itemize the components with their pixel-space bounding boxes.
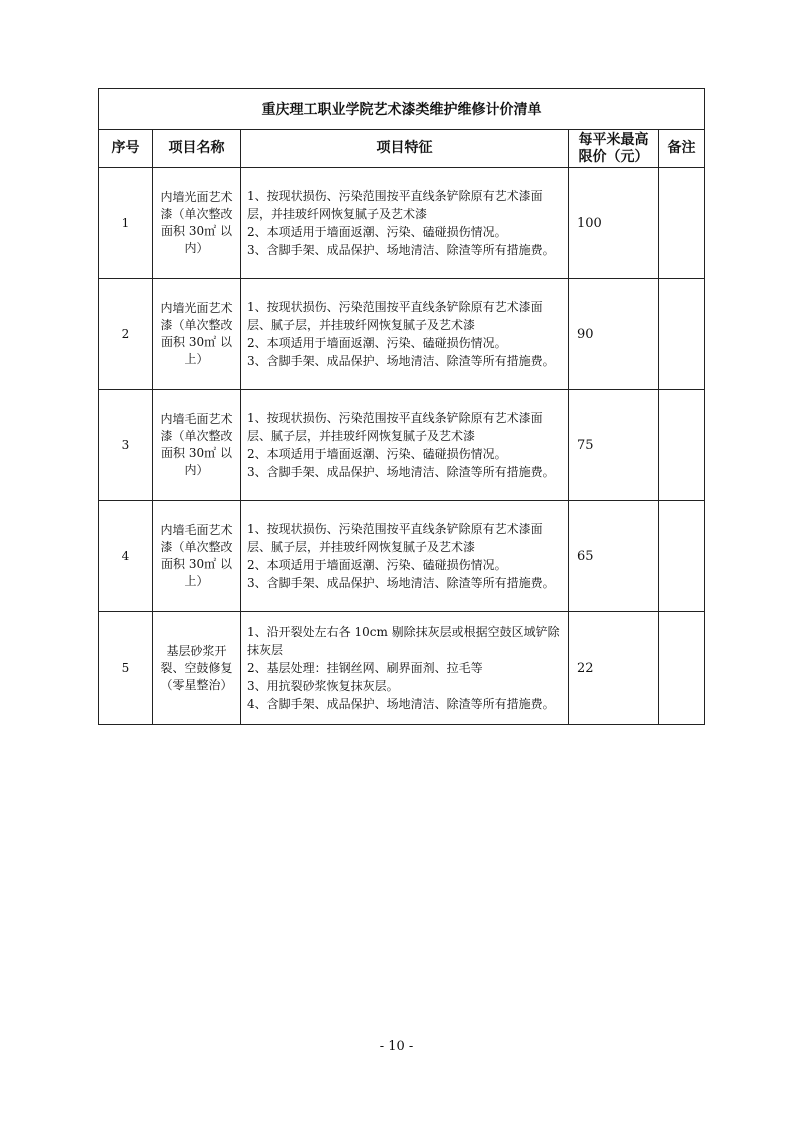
row-name: 内墙毛面艺术漆（单次整改面积 30㎡ 以上） bbox=[153, 501, 241, 612]
feature-line: 1、沿开裂处左右各 10cm 剔除抹灰层或根据空鼓区域铲除抹灰层 bbox=[247, 625, 560, 657]
row-features bbox=[241, 501, 569, 612]
row-remark bbox=[659, 612, 705, 725]
row-features bbox=[241, 612, 569, 725]
table-row bbox=[99, 612, 705, 725]
row-remark bbox=[659, 279, 705, 390]
feature-line: 2、本项适用于墙面返潮、污染、磕碰损伤情况。 bbox=[247, 336, 507, 350]
row-name: 内墙光面艺术漆（单次整改面积 30㎡ 以内） bbox=[153, 168, 241, 279]
feature-line: 3、含脚手架、成品保护、场地清洁、除渣等所有措施费。 bbox=[247, 465, 555, 479]
header-price-line2: 限价（元） bbox=[578, 148, 649, 165]
row-no: 1 bbox=[99, 168, 153, 279]
feature-line: 1、按现状损伤、污染范围按平直线条铲除原有艺术漆面层，并挂玻纤网恢复腻子及艺术漆 bbox=[247, 189, 543, 221]
feature-line: 3、含脚手架、成品保护、场地清洁、除渣等所有措施费。 bbox=[247, 576, 555, 590]
header-price-line1: 每平米最高 bbox=[578, 131, 649, 148]
row-name: 内墙毛面艺术漆（单次整改面积 30㎡ 以内） bbox=[153, 390, 241, 501]
page-number: - 10 - bbox=[379, 1039, 414, 1054]
table-row bbox=[99, 390, 705, 501]
header-features: 项目特征 bbox=[241, 130, 569, 168]
feature-line: 3、含脚手架、成品保护、场地清洁、除渣等所有措施费。 bbox=[247, 354, 555, 368]
feature-line: 3、含脚手架、成品保护、场地清洁、除渣等所有措施费。 bbox=[247, 243, 555, 257]
row-remark bbox=[659, 501, 705, 612]
table-row bbox=[99, 279, 705, 390]
row-name: 基层砂浆开裂、空鼓修复（零星整治） bbox=[153, 612, 241, 725]
feature-line: 2、本项适用于墙面返潮、污染、磕碰损伤情况。 bbox=[247, 447, 507, 461]
feature-line: 2、本项适用于墙面返潮、污染、磕碰损伤情况。 bbox=[247, 558, 507, 572]
row-features bbox=[241, 279, 569, 390]
header-row bbox=[99, 130, 705, 168]
feature-line: 1、按现状损伤、污染范围按平直线条铲除原有艺术漆面层、腻子层，并挂玻纤网恢复腻子及艺术漆 bbox=[247, 522, 543, 554]
header-price bbox=[569, 130, 659, 168]
row-name: 内墙光面艺术漆（单次整改面积 30㎡ 以上） bbox=[153, 279, 241, 390]
table-row bbox=[99, 168, 705, 279]
row-remark bbox=[659, 390, 705, 501]
header-name: 项目名称 bbox=[153, 130, 241, 168]
header-remark: 备注 bbox=[659, 130, 705, 168]
row-remark bbox=[659, 168, 705, 279]
row-price: 100 bbox=[569, 168, 659, 279]
price-list-table bbox=[98, 88, 705, 725]
row-no: 3 bbox=[99, 390, 153, 501]
feature-line: 2、基层处理：挂钢丝网、刷界面剂、拉毛等 bbox=[247, 661, 483, 675]
row-no: 2 bbox=[99, 279, 153, 390]
row-price: 22 bbox=[569, 612, 659, 725]
feature-line: 4、含脚手架、成品保护、场地清洁、除渣等所有措施费。 bbox=[247, 697, 555, 711]
row-price: 90 bbox=[569, 279, 659, 390]
table-title: 重庆理工职业学院艺术漆类维护维修计价清单 bbox=[99, 89, 705, 130]
feature-line: 1、按现状损伤、污染范围按平直线条铲除原有艺术漆面层、腻子层，并挂玻纤网恢复腻子及艺术漆 bbox=[247, 411, 543, 443]
feature-line: 3、用抗裂砂浆恢复抹灰层。 bbox=[247, 679, 399, 693]
title-row bbox=[99, 89, 705, 130]
row-no: 4 bbox=[99, 501, 153, 612]
row-features bbox=[241, 390, 569, 501]
feature-line: 1、按现状损伤、污染范围按平直线条铲除原有艺术漆面层、腻子层，并挂玻纤网恢复腻子及艺术漆 bbox=[247, 300, 543, 332]
table-row bbox=[99, 501, 705, 612]
row-no: 5 bbox=[99, 612, 153, 725]
feature-line: 2、本项适用于墙面返潮、污染、磕碰损伤情况。 bbox=[247, 225, 507, 239]
row-price: 75 bbox=[569, 390, 659, 501]
header-no: 序号 bbox=[99, 130, 153, 168]
row-price: 65 bbox=[569, 501, 659, 612]
row-features bbox=[241, 168, 569, 279]
